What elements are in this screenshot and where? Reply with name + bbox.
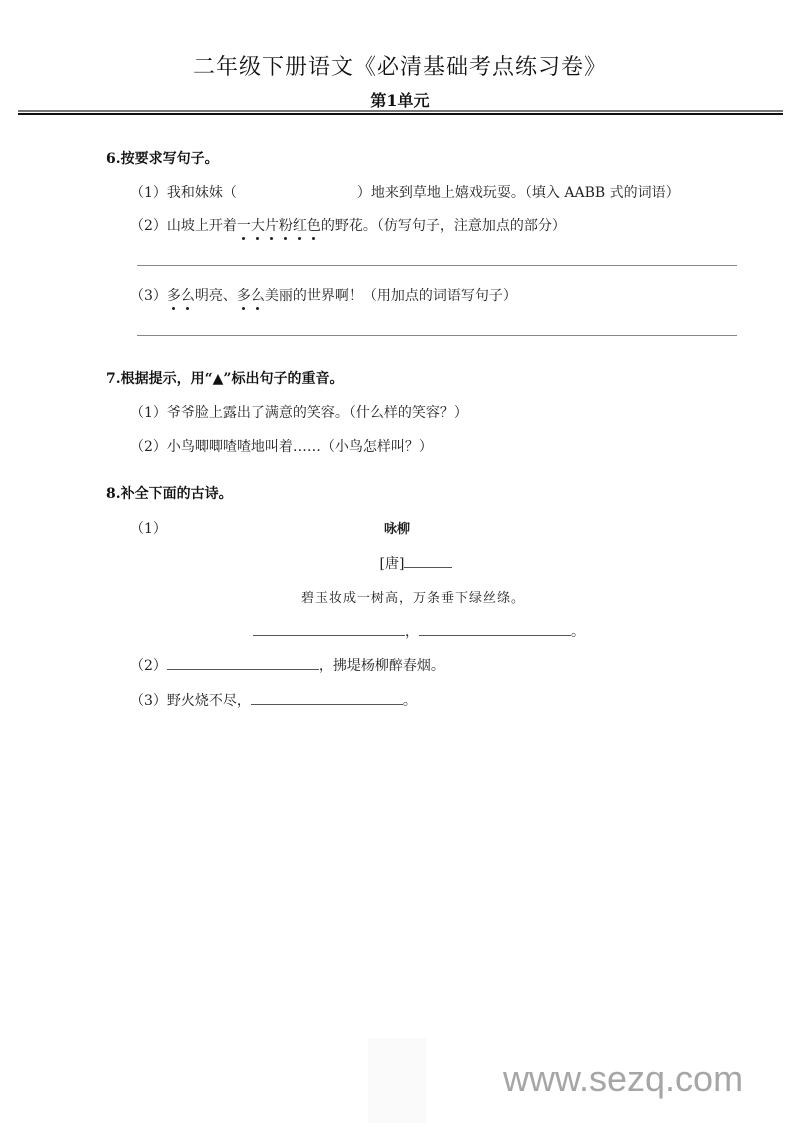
- answer-blank[interactable]: [419, 621, 571, 636]
- poem-line-2: ， 。: [19, 621, 800, 641]
- page-title: 二年级下册语文《必清基础考点练习卷》: [192, 55, 607, 80]
- emphasis-char: 红: [293, 215, 307, 235]
- question-6-item-1: （1）我和妹妹（ ）地来到草地上嬉戏玩耍。（填入 AABB 式的词语）: [130, 185, 680, 201]
- question-6-item-2: （2）山坡上开着一大片粉红色的野花。（仿写句子，注意加点的部分）: [130, 215, 566, 235]
- unit-subtitle: 第1单元: [370, 91, 430, 110]
- question-8-item-3: （3）野火烧不尽， 。: [130, 690, 417, 710]
- question-8-title: 8.补全下面的古诗。: [106, 486, 233, 502]
- question-8-item-2: （2） ，拂堤杨柳醉春烟。: [130, 655, 445, 675]
- question-6-item-3: （3）多么明亮、多么美丽的世界啊！（用加点的词语写句子）: [130, 285, 517, 305]
- watermark-text: www.sezq.com: [503, 1058, 744, 1099]
- answer-line[interactable]: [137, 335, 737, 336]
- emphasis-char: 么: [181, 285, 195, 305]
- question-7-title: 7.根据提示，用“▲”标出句子的重音。: [106, 371, 344, 387]
- poem-line-1: 碧玉妆成一树高，万条垂下绿丝绦。: [300, 591, 525, 606]
- emphasis-char: 多: [167, 285, 181, 305]
- question-7-item-1: （1）爷爷脸上露出了满意的笑容。（什么样的笑容？）: [130, 405, 468, 421]
- answer-line[interactable]: [137, 265, 737, 266]
- watermark-box: [368, 1038, 426, 1123]
- emphasis-char: 多: [237, 285, 251, 305]
- poem-author: [唐]: [16, 553, 800, 573]
- header-divider: [18, 110, 783, 115]
- emphasis-char: 大: [251, 215, 265, 235]
- emphasis-char: 么: [251, 285, 265, 305]
- answer-blank[interactable]: [251, 690, 403, 705]
- answer-blank[interactable]: [167, 655, 319, 670]
- poem-title: 咏柳: [383, 522, 410, 537]
- question-6-title: 6.按要求写句子。: [106, 151, 219, 167]
- emphasis-char: 片: [265, 215, 279, 235]
- emphasis-char: 一: [237, 215, 251, 235]
- poem-label: （1）: [130, 521, 167, 537]
- question-7-item-2: （2）小鸟唧唧喳喳地叫着……（小鸟怎样叫？）: [130, 439, 433, 455]
- answer-blank[interactable]: [253, 621, 405, 636]
- emphasis-char: 粉: [279, 215, 293, 235]
- author-blank[interactable]: [404, 553, 452, 568]
- emphasis-char: 色: [307, 215, 321, 235]
